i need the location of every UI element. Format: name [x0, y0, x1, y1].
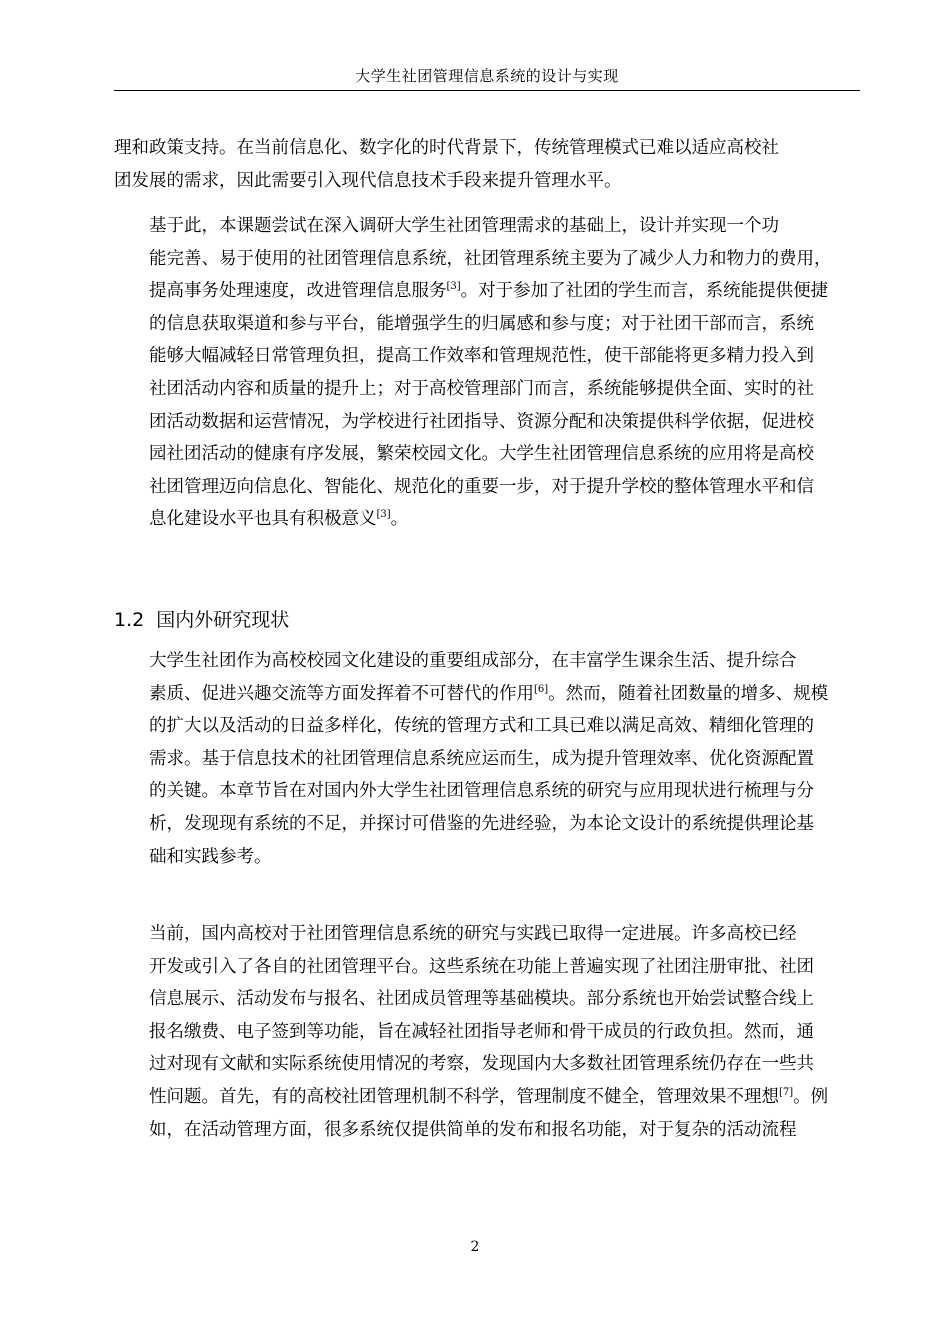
citation-ref: [3]	[446, 281, 461, 293]
text-line: 能够大幅减轻日常管理负担，提高工作效率和管理规范性，使干部能将更多精力投入到	[149, 346, 814, 367]
text-line: 析，发现现有系统的不足，并探讨可借鉴的先进经验，为本论文设计的系统提供理论基	[149, 813, 814, 834]
section-heading	[114, 605, 289, 635]
text-segment: 。然而，随着社团数量的增多、规模	[548, 683, 829, 704]
text-line: 础和实践参考。	[149, 846, 272, 867]
running-header: 大学生社团管理信息系统的设计与实现	[355, 67, 619, 85]
text-line: 团发展的需求，因此需要引入现代信息技术手段来提升管理水平。	[114, 170, 622, 191]
paragraph-2	[114, 210, 860, 536]
text-segment: 。例	[793, 1086, 829, 1107]
text-line	[114, 1081, 860, 1114]
paragraph-4	[114, 918, 860, 1146]
text-segment: 性问题。首先，有的高校社团管理机制不科学，管理制度不健全，管理效果不理想	[149, 1086, 779, 1107]
text-segment: 提高事务处理速度，改进管理信息服务	[149, 281, 447, 302]
text-line: 当前，国内高校对于社团管理信息系统的研究与实践已取得一定进展。许多高校已经	[149, 924, 797, 944]
section-number: 1.2	[114, 609, 145, 631]
text-line	[114, 503, 860, 536]
text-line: 信息展示、活动发布与报名、社团成员管理等基础模块。部分系统也开始尝试整合线上	[149, 989, 814, 1010]
paragraph-1	[114, 132, 860, 197]
text-line: 大学生社团作为高校校园文化建设的重要组成部分，在丰富学生课余生活、提升综合	[149, 651, 797, 671]
citation-ref: [6]	[534, 683, 549, 695]
text-line	[114, 678, 860, 711]
text-line: 理和政策支持。在当前信息化、数字化的时代背景下，传统管理模式已难以适应高校社	[114, 138, 779, 158]
text-line: 社团活动内容和质量的提升上；对于高校管理部门而言，系统能够提供全面、实时的社	[149, 378, 814, 399]
text-segment: 息化建设水平也具有积极意义	[149, 509, 377, 530]
text-line: 的关键。本章节旨在对国内外大学生社团管理信息系统的研究与应用现状进行梳理与分	[149, 781, 814, 802]
text-line	[114, 275, 860, 308]
header-rule	[114, 90, 860, 91]
text-line: 过对现有文献和实际系统使用情况的考察，发现国内大多数社团管理系统仍存在一些共	[149, 1054, 814, 1075]
text-line: 如，在活动管理方面，很多系统仅提供简单的发布和报名功能，对于复杂的活动流程	[149, 1119, 797, 1140]
section-title: 国内外研究现状	[156, 609, 290, 631]
text-line: 园社团活动的健康有序发展，繁荣校园文化。大学生社团管理信息系统的应用将是高校	[149, 444, 814, 465]
text-line: 社团管理迈向信息化、智能化、规范化的重要一步，对于提升学校的整体管理水平和信	[149, 476, 814, 497]
text-line: 基于此，本课题尝试在深入调研大学生社团管理需求的基础上，设计并实现一个功	[149, 216, 779, 236]
citation-ref: [3]	[376, 509, 391, 521]
text-line: 需求。基于信息技术的社团管理信息系统应运而生，成为提升管理效率、优化资源配置	[149, 748, 814, 769]
text-line: 能完善、易于使用的社团管理信息系统，社团管理系统主要为了减少人力和物力的费用，	[149, 248, 832, 269]
text-line: 报名缴费、电子签到等功能，旨在减轻社团指导老师和骨干成员的行政负担。然而，通	[149, 1021, 814, 1042]
citation-ref: [7]	[779, 1087, 794, 1099]
text-line: 的信息获取渠道和参与平台，能增强学生的归属感和参与度；对于社团干部而言，系统	[149, 313, 814, 334]
text-segment: 素质、促进兴趣交流等方面发挥着不可替代的作用	[149, 683, 534, 704]
paragraph-3	[114, 645, 860, 873]
page-number: 2	[470, 1239, 480, 1255]
text-line: 开发或引入了各自的社团管理平台。这些系统在功能上普遍实现了社团注册审批、社团	[149, 956, 814, 977]
text-line: 的扩大以及活动的日益多样化，传统的管理方式和工具已难以满足高效、精细化管理的	[149, 716, 814, 737]
text-segment: 。	[390, 509, 409, 530]
text-segment: 。对于参加了社团的学生而言，系统能提供便捷	[460, 281, 829, 302]
text-line: 团活动数据和运营情况，为学校进行社团指导、资源分配和决策提供科学依据，促进校	[149, 411, 814, 432]
